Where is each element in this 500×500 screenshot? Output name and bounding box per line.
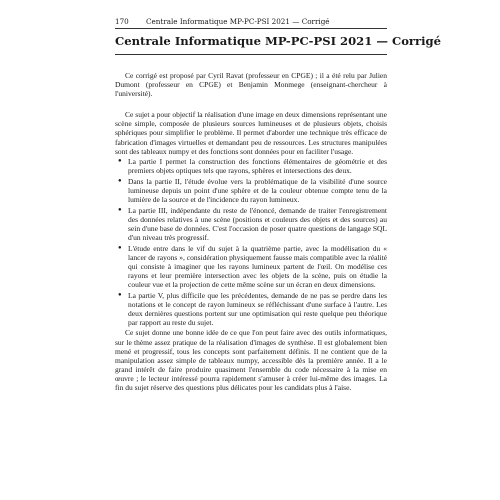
document-title: Centrale Informatique MP-PC-PSI 2021 — Corrigé (115, 34, 442, 48)
bullet-icon: ● (118, 291, 122, 298)
page-number: 170 (115, 17, 129, 26)
bullet-icon: ● (118, 177, 122, 184)
list-item (115, 291, 387, 327)
parts-list (115, 157, 387, 327)
body-text (115, 71, 387, 392)
bullet-icon: ● (118, 158, 122, 165)
bullet-icon: ● (118, 244, 122, 251)
running-head-title: Centrale Informatique MP-PC-PSI 2021 — Corrigé (146, 17, 330, 26)
intro-paragraph: Ce corrigé est proposé par Cyril Ravat (professeur en CPGE) ; il a été relu par Julien Dumont (professeur en CPGE) et Benjamin Monmege (enseignant-chercheur à l'université). (115, 71, 387, 99)
list-item (115, 244, 387, 289)
header-rule (115, 28, 387, 29)
list-item-text: La partie III, indépendante du reste de l'énoncé, demande de traiter l'enregistrement des données relatives à une scène (positions et couleurs des objets et des sources) au sein d'une base de données. C'est l'occasion de poser quatre questions de langage SQL d'un niveau très progressif. (128, 205, 387, 242)
list-item (115, 206, 387, 242)
subject-paragraph: Ce sujet a pour objectif la réalisation d'une image en deux dimensions représentant une scène simple, composée de plusieurs sources lumineuses et de plusieurs objets, choisis sphériques pour simplifier le problème. Il permet d'aborder une technique très efficace de fabrication d'images virtuelles et demandant peu de ressources. Les structures manipulées sont des tableaux numpy et des fonctions sont données pour en faciliter l'usage. (115, 110, 387, 156)
list-item-text: Dans la partie II, l'étude évolue vers la problématique de la visibilité d'une source lumineuse depuis un point d'une sphère et de la couleur obtenue compte tenu de la lumière de la source et de l'incidence du rayon lumineux. (128, 176, 387, 205)
title-rule (115, 54, 387, 55)
bullet-icon: ● (118, 206, 122, 213)
list-item-text: L'étude entre dans le vif du sujet à la quatrième partie, avec la modélisation du « lancer de rayons », considération physiquement fausse mais compatible avec la réalité qui consiste à imaginer que les rayons lumineux partent de l'œil. On modélise ces rayons et leur première intersection avec les objets de la scène, puis on étudie la couleur vue et la projection de cette même scène sur un écran en deux dimensions. (128, 243, 387, 289)
list-item (115, 157, 387, 175)
running-head (115, 17, 387, 26)
list-item-text: La partie I permet la construction des fonctions élémentaires de géométrie et des premiers objets optiques tels que rayons, sphères et intersections des deux. (128, 157, 387, 176)
list-item (115, 177, 387, 204)
conclusion-paragraph: Ce sujet donne une bonne idée de ce que l'on peut faire avec des outils informatiques, sur le thème assez pratique de la réalisation d'images de synthèse. Il est globalement bien mené et progressif, tous les concepts sont parfaitement définis. Il ne contient que de la manipulation assez simple de tableaux numpy, accessible dès la première année. Il a le grand intérêt de faire produire quasiment l'ensemble du code nécessaire à la mise en œuvre ; le lecteur intéressé pourra rapidement s'amuser à créer lui-même des images. La fin du sujet réserve des questions plus délicates pour les candidats plus à l'aise. (115, 328, 387, 392)
list-item-text: La partie V, plus difficile que les précédentes, demande de ne pas se perdre dans les notations et le concept de rayon lumineux se réfléchissant d'une surface à l'autre. Les deux dernières questions portent sur une optimisation qui reste quelque peu théorique par rapport au reste du sujet. (128, 290, 387, 327)
